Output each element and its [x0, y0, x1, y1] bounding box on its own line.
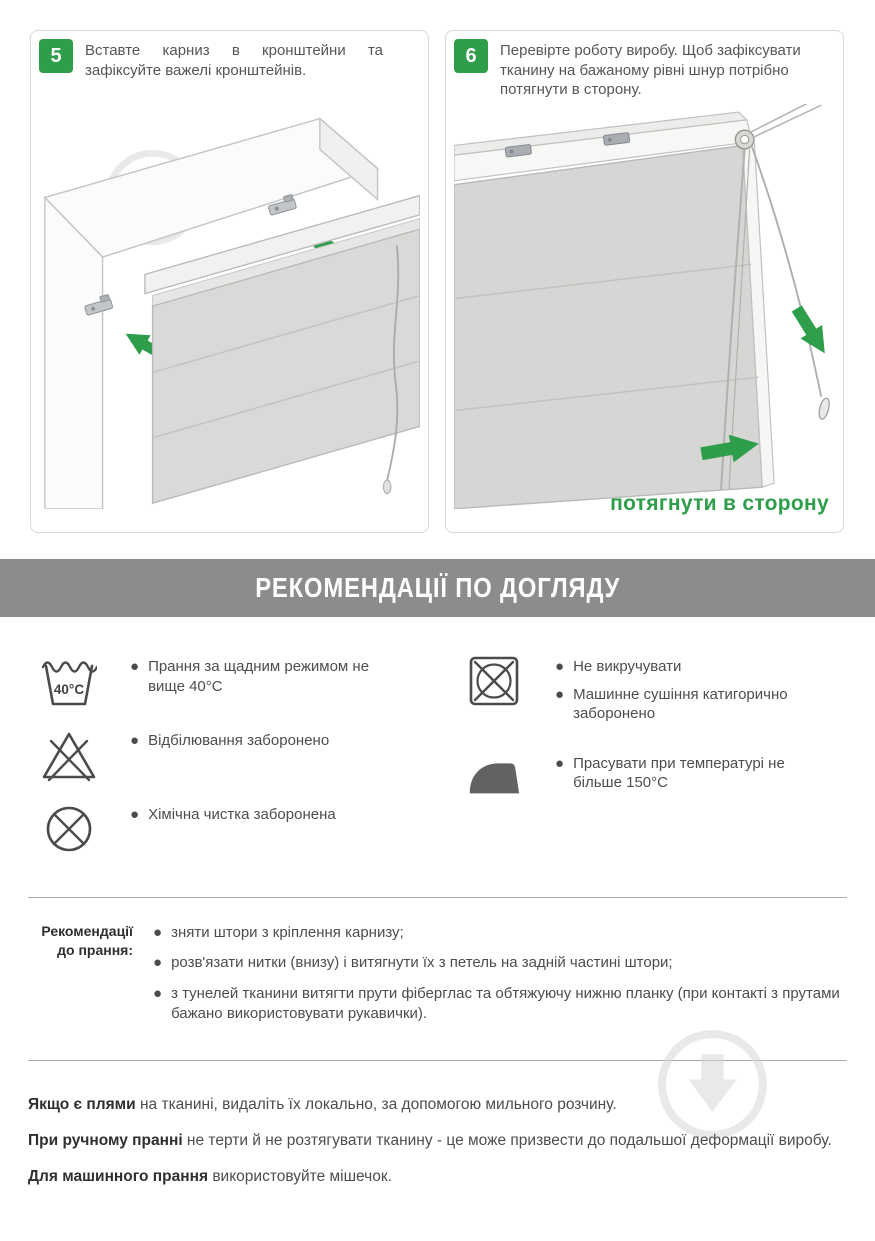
- bullet-icon: ●: [130, 658, 140, 675]
- bullet-icon: ●: [555, 754, 565, 772]
- no-bleach-icon: [40, 725, 98, 783]
- care-item: [130, 657, 376, 696]
- care-symbols-section: [0, 651, 875, 873]
- care-item-text: Хімічна чистка заборонена: [148, 806, 336, 823]
- care-row-bleach: [40, 725, 437, 783]
- note-rest-text: не терти й не розтягувати тканину - це може призвести до подальшої деформації виробу.: [182, 1131, 832, 1149]
- note-rest-text: на тканині, видаліть їх локально, за допомогою мильного розчину.: [135, 1096, 617, 1113]
- wash-temp-label: 40°C: [53, 682, 85, 697]
- bullet-icon: ●: [130, 732, 140, 749]
- note-rest-text: використовуйте мішечок.: [208, 1167, 392, 1185]
- no-dry-clean-icon: [40, 799, 98, 857]
- step-6-illustration: [454, 104, 835, 509]
- care-item-text: Прасувати при температурі не більше 150°С: [573, 754, 785, 791]
- pull-aside-callout: потягнути в сторону: [610, 492, 829, 515]
- list-item: [153, 923, 866, 943]
- list-item: [153, 984, 866, 1025]
- care-item: [555, 685, 821, 724]
- care-item: [555, 754, 821, 793]
- step-6-number-badge: 6: [454, 39, 488, 73]
- note-bold-text: Якщо є плями: [28, 1096, 136, 1113]
- wash-tub-40-icon: [40, 651, 98, 709]
- bullet-icon: ●: [555, 685, 565, 703]
- washing-label: Рекомендації до прання:: [41, 923, 133, 958]
- care-row-dryclean: [40, 799, 437, 857]
- care-item: [130, 805, 376, 825]
- note-hand-wash: [28, 1131, 845, 1152]
- step-5-text: Вставте карниз в кронштейни та зафіксуйте важелі кронштейнів.: [85, 42, 383, 79]
- care-column-right: [437, 651, 837, 873]
- care-banner: [0, 559, 875, 617]
- step-6-text: Перевірте роботу виробу. Щоб зафіксувати тканину на бажаному рівні шнур потрібно потягнути в сторону.: [500, 42, 801, 98]
- step-5-number-badge: 5: [39, 39, 73, 73]
- care-row-wash: [40, 651, 437, 709]
- care-item-text: Не викручувати: [573, 658, 682, 675]
- note-stains: [28, 1095, 845, 1116]
- list-item: [153, 953, 866, 973]
- bottom-notes: [0, 1061, 875, 1188]
- iron-icon: [465, 748, 523, 798]
- care-item-text: Машинне сушіння катигорично заборонено: [573, 685, 788, 722]
- bullet-icon: ●: [130, 806, 140, 823]
- note-machine-wash: [28, 1167, 845, 1188]
- washing-item-text: зняти штори з кріплення карнизу;: [171, 924, 404, 941]
- bullet-icon: ●: [555, 658, 565, 675]
- bullet-icon: ●: [153, 924, 163, 941]
- care-banner-title: РЕКОМЕНДАЦІЇ ПО ДОГЛЯДУ: [254, 572, 620, 603]
- note-bold-text: Для машинного прання: [28, 1167, 209, 1185]
- step-5-illustration: [39, 84, 420, 509]
- washing-list: [153, 922, 866, 1034]
- care-row-iron: [465, 748, 837, 801]
- bullet-icon: ●: [153, 954, 163, 972]
- step-5-panel: [30, 30, 429, 533]
- care-item-text: Відбілювання заборонено: [148, 732, 330, 749]
- bullet-icon: ●: [153, 984, 163, 1002]
- care-item: [555, 657, 821, 677]
- care-column-left: [12, 651, 437, 873]
- washing-item-text: з тунелей тканини витягти прути фіберглас та обтяжуючу нижню планку (при контакті з прутами бажано використовувати рукавички).: [171, 984, 840, 1022]
- step-5-header: [39, 39, 420, 80]
- care-item: [130, 731, 376, 751]
- note-bold-text: При ручному пранні: [28, 1131, 183, 1149]
- care-item-text: Прання за щадним режимом не вище 40°С: [148, 658, 370, 695]
- step-6-header: [454, 39, 835, 100]
- care-row-tumble: [465, 651, 837, 732]
- step-6-panel: [445, 30, 844, 533]
- no-tumble-dry-icon: [465, 651, 523, 709]
- step-panels: [30, 30, 845, 533]
- washing-item-text: розв'язати нитки (внизу) і витягнути їх з петель на задній частині штори;: [171, 954, 673, 972]
